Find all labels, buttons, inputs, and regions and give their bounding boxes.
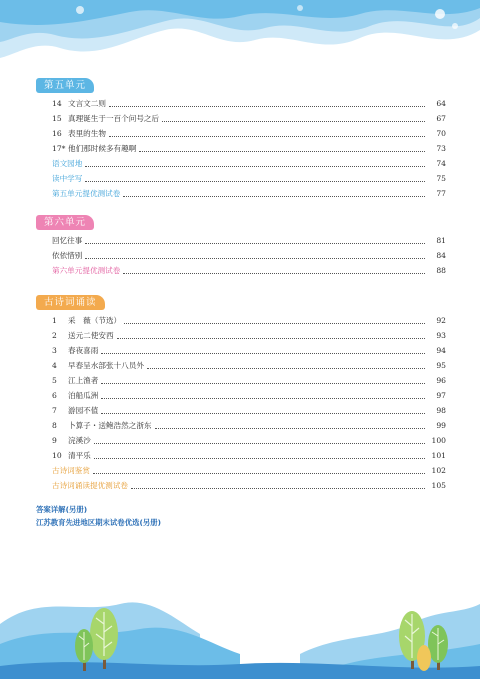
section-heading: 古诗词诵读 (36, 295, 105, 310)
toc-entry[interactable]: 第六单元提优测试卷 88 (52, 266, 446, 275)
toc-entry[interactable]: 5 江上渔者 96 (52, 376, 446, 385)
toc-entry[interactable]: 1 采 薇（节选） 92 (52, 316, 446, 325)
dot-leader (85, 257, 425, 259)
answer-key-note: 答案详解(另册) (36, 505, 88, 514)
dot-leader (147, 367, 425, 369)
dot-leader (101, 412, 425, 414)
toc-entry[interactable]: 6 泊船瓜洲 97 (52, 391, 446, 400)
dot-leader (124, 322, 425, 324)
toc-entry[interactable]: 依依惜别 84 (52, 251, 446, 260)
dot-leader (85, 165, 425, 167)
dot-leader (155, 427, 425, 429)
section-unit-5 (36, 73, 446, 201)
dot-leader (109, 105, 425, 107)
dot-leader (131, 487, 425, 489)
dot-leader (117, 337, 425, 339)
toc-entry[interactable]: 10 清平乐 101 (52, 451, 446, 460)
dot-leader (93, 472, 425, 474)
dot-leader (94, 442, 425, 444)
exam-selection-note: 江苏教育先进地区期末试卷优选(另册) (36, 518, 162, 527)
section-ancient-poetry (36, 290, 446, 493)
section-heading: 第六单元 (36, 215, 94, 230)
dot-leader (85, 242, 425, 244)
toc-entry[interactable]: 9 浣溪沙 100 (52, 436, 446, 445)
toc-entry[interactable]: 古诗词诵读提优测试卷 105 (52, 481, 446, 490)
section-heading: 第五单元 (36, 78, 94, 93)
section-unit-6 (36, 210, 446, 278)
toc-entry[interactable]: 7 游园不值 98 (52, 406, 446, 415)
supplement-notes (36, 503, 161, 529)
toc-entry[interactable]: 14 文言文二则 64 (52, 99, 446, 108)
dot-leader (123, 272, 425, 274)
dot-leader (139, 150, 425, 152)
dot-leader (94, 457, 425, 459)
toc-entry[interactable]: 16 表里的生物 70 (52, 129, 446, 138)
toc-entry[interactable]: 读中学写 75 (52, 174, 446, 183)
dot-leader (123, 195, 425, 197)
toc-entry[interactable]: 3 春夜喜雨 94 (52, 346, 446, 355)
toc-entry[interactable]: 第五单元提优测试卷 77 (52, 189, 446, 198)
toc-entry[interactable]: 15 真理诞生于一百个问号之后 67 (52, 114, 446, 123)
dot-leader (85, 180, 425, 182)
toc-entry[interactable]: 回忆往事 81 (52, 236, 446, 245)
toc-entry[interactable]: 语文园地 74 (52, 159, 446, 168)
top-wave-decoration (0, 0, 480, 70)
toc-entry[interactable]: 2 送元二使安西 93 (52, 331, 446, 340)
dot-leader (101, 382, 425, 384)
bottom-hills-decoration (0, 584, 480, 679)
toc-entry[interactable]: 8 卜算子・送鲍浩然之浙东 99 (52, 421, 446, 430)
dot-leader (109, 135, 425, 137)
toc-entry[interactable]: 4 早春呈水部张十八员外 95 (52, 361, 446, 370)
toc-entry[interactable]: 古诗词鉴赏 102 (52, 466, 446, 475)
dot-leader (162, 120, 425, 122)
dot-leader (101, 352, 425, 354)
dot-leader (101, 397, 425, 399)
toc-entry[interactable]: 17* 他们那时候多有趣啊 73 (52, 144, 446, 153)
